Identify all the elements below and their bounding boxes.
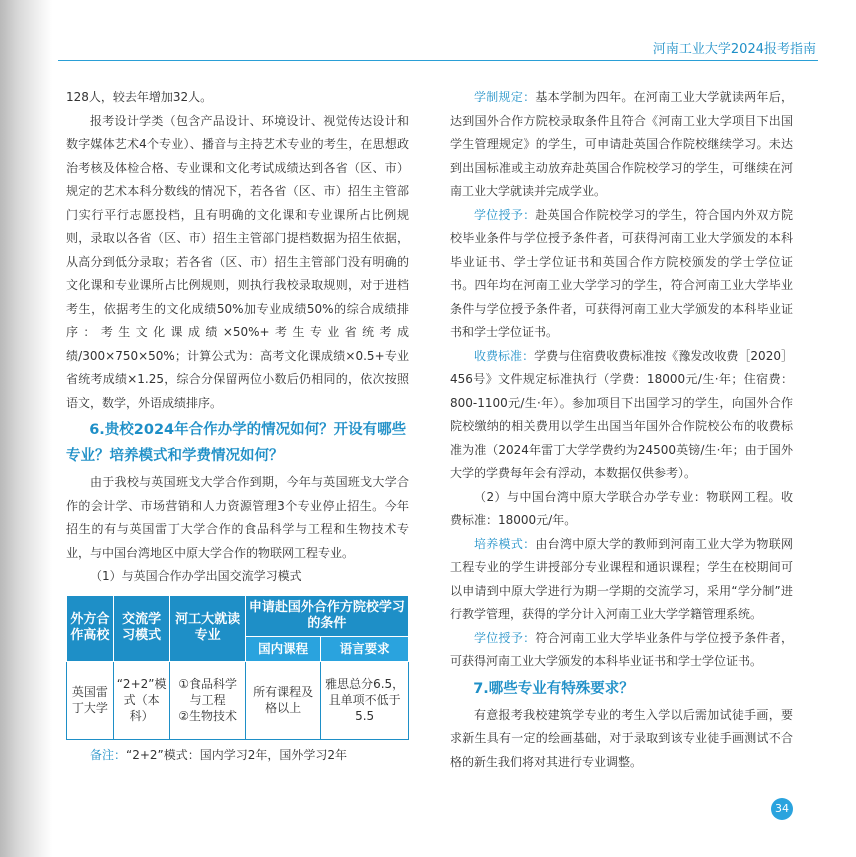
major-item: ①食品科学与工程	[178, 677, 238, 707]
table-cell-language: 雅思总分6.5，且单项不低于5.5	[321, 661, 409, 739]
table-row	[67, 661, 409, 739]
table-subheader-language: 语言要求	[321, 636, 409, 661]
text-training-mode: 由台湾中原大学的教师到河南工业大学为物联网工程专业的学生讲授部分专业课程和通识课程；学生在校期间可以申请到中原大学进行为期一学期的交流学习，采用“学分制”进行教学管理，获得的学分计入河南工业大学学籍管理系统。	[450, 536, 793, 621]
cooperation-table	[66, 595, 409, 740]
label-fees: 收费标准：	[474, 348, 535, 363]
page-spine-shadow	[0, 0, 52, 857]
paragraph-degree-taiwan	[450, 627, 793, 674]
table-cell-domestic: 所有课程及格以上	[245, 661, 320, 739]
question-heading-6: 6.贵校2024年合作办学的情况如何？开设有哪些专业？培养模式和学费情况如何？	[66, 422, 407, 464]
paragraph-study-system	[450, 86, 793, 204]
paragraph: 128人，较去年增加32人。	[66, 90, 213, 104]
label-study-system: 学制规定：	[474, 90, 536, 104]
table-cell-partner: 英国雷丁大学	[67, 661, 114, 739]
major-item: ②生物技术	[178, 709, 238, 723]
text-degree-uk: 赴英国合作院校学习的学生，符合国内外双方院校毕业条件与学位授予条件者，可获得河南工业大学颁发的本科毕业证书、学士学位证书和英国合作方院校颁发的学士学位证书。四年均在河南工业大学学习的学生，符合河南工业大学毕业条件与学位授予条件者，可获得河南工业大学颁发的本科毕业证书和学士学位证书。	[450, 207, 793, 339]
note-label: 备注：	[90, 747, 127, 762]
paragraph-cooperation: 由于我校与英国班戈大学合作到期，今年与英国班戈大学合作的会计学、市场营销和人力资源管理3个专业停止招生。今年招生的有与英国雷丁大学合作的食品科学与工程和生物技术专业，与中国台湾地区中原大学合作的物联网工程专业。	[66, 475, 409, 560]
paragraph-fees	[450, 345, 793, 486]
header-rule	[58, 60, 818, 61]
running-header: 河南工业大学2024报考指南	[652, 42, 816, 57]
paragraph-architecture: 有意报考我校建筑学专业的考生入学以后需加试徒手画，要求新生具有一定的绘画基础，对于录取到该专业徒手画测试不合格的新生我们将对其进行专业调整。	[450, 707, 793, 769]
label-degree: 学位授予：	[474, 207, 536, 222]
paragraph-taiwan-program: （2）与中国台湾中原大学联合办学专业：物联网工程。收费标准：18000元/年。	[450, 489, 793, 527]
paragraph-art-admission: 报考设计学类（包含产品设计、环境设计、视觉传达设计和数字媒体艺术4个专业）、播音与主持艺术专业的考生，在思想政治考核及体检合格、专业课和文化考试成绩达到各省（区、市）规定的艺术本科分数线的情况下，若各省（区、市）招生主管部门实行平行志愿投档，且有明确的文化课和专业课所占比例规则，录取以各省（区、市）招生主管部门提档数据为招生依据，从高分到低分录取；若各省（区、市）招生主管部门没有明确的文化课和专业课所占比例规则，则执行我校录取规则，对于进档考生，依据考生的文化成绩50%加专业成绩50%的综合成绩排序：考生文化课成绩×50%+考生专业省统考成绩/300×750×50%；计算公式为：高考文化课成绩×0.5+专业省统考成绩×1.25，综合分保留两位小数后仍相同的，依次按照语文，数学，外语成绩排序。	[66, 113, 409, 410]
table-cell-major	[170, 661, 245, 739]
text-fees: 学费与住宿费收费标准按《豫发改收费［2020］456号》文件规定标准执行（学费：18000元/生·年；住宿费：800-1100元/生·年）。参加项目下出国学习的学生，向国外合作院校缴纳的相关费用以学生出国当年国外合作院校公布的收费标准为准（2024年雷丁大学学费约为24500英镑/生·年；由于国外大学的学费每年会有浮动，本数据仅供参考）。	[450, 348, 793, 480]
table-header-mode: 交流学习模式	[113, 595, 170, 661]
question-heading-7: 7.哪些专业有特殊要求？	[473, 680, 634, 697]
paragraph-degree-uk	[450, 204, 793, 345]
paragraph-training-mode	[450, 533, 793, 627]
text-degree-taiwan: 符合河南工业大学毕业条件与学位授予条件者，可获得河南工业大学颁发的本科毕业证书和学士学位证书。	[450, 630, 793, 668]
table-note	[66, 744, 409, 766]
left-column	[66, 86, 409, 766]
page-number: 34	[771, 798, 793, 820]
label-degree: 学位授予：	[474, 630, 536, 645]
table-header-partner: 外方合作高校	[67, 595, 114, 661]
table-cell-mode: “2+2”模式（本科）	[113, 661, 170, 739]
table-header-major: 河工大就读专业	[170, 595, 245, 661]
table-header-conditions: 申请赴国外合作方院校学习的条件	[245, 595, 408, 636]
text-study-system: 基本学制为四年。在河南工业大学就读两年后，达到国外合作方院校录取条件且符合《河南工业大学项目下出国学生管理规定》的学生，可申请赴英国合作院校继续学习。未达到出国标准或主动放弃赴英国合作院校学习的学生，可继续在河南工业大学就读并完成学业。	[450, 90, 793, 198]
table-subheader-domestic: 国内课程	[245, 636, 320, 661]
table-caption: （1）与英国合作办学出国交流学习模式	[90, 569, 302, 583]
right-column	[450, 86, 793, 774]
label-training-mode: 培养模式：	[474, 536, 536, 551]
note-text: “2+2”模式：国内学习2年，国外学习2年	[126, 747, 348, 762]
